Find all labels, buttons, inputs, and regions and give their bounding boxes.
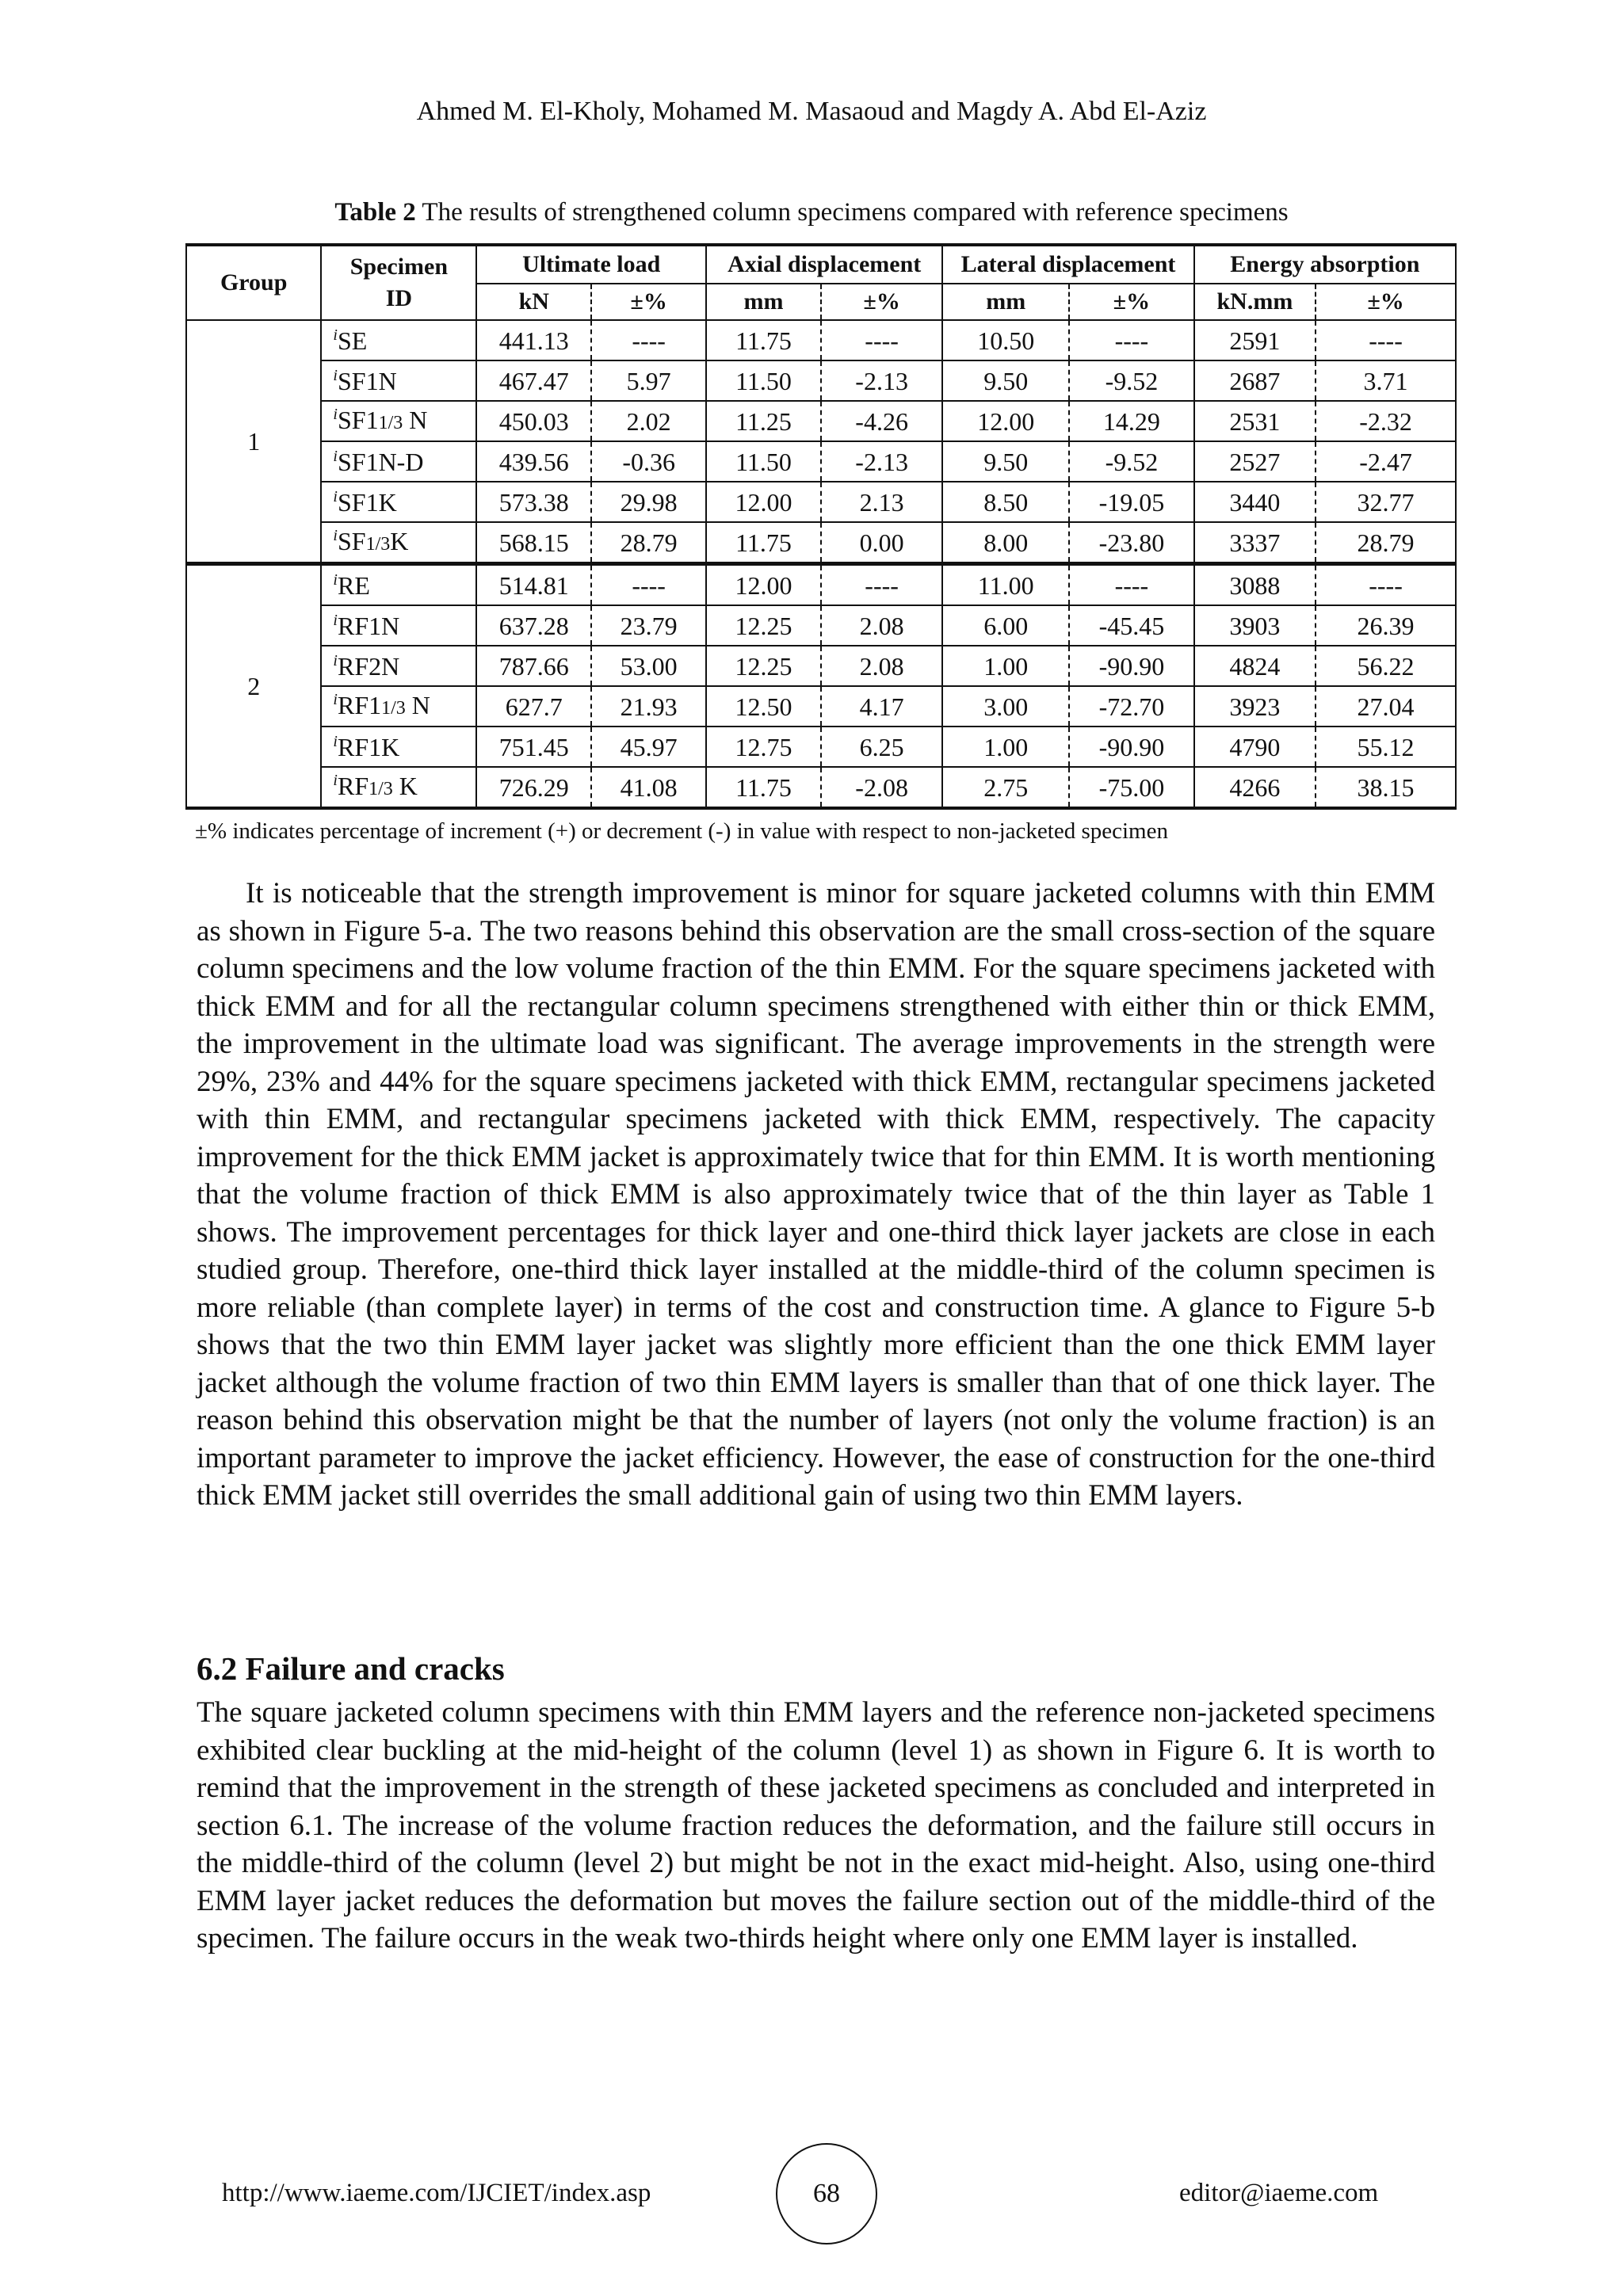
table-cell: -72.70 [1069, 686, 1194, 727]
table-cell: 45.97 [591, 727, 706, 767]
table-row [186, 441, 1456, 482]
table-cell: 627.7 [476, 686, 591, 727]
table-cell: 4824 [1194, 646, 1316, 686]
table-cell: 28.79 [591, 522, 706, 564]
table-cell: 4790 [1194, 727, 1316, 767]
table-cell: 32.77 [1316, 482, 1456, 522]
table-cell: 38.15 [1316, 767, 1456, 808]
table-cell: 726.29 [476, 767, 591, 808]
table-cell: 2.08 [821, 646, 942, 686]
table-cell: 11.50 [706, 441, 821, 482]
table-cell: 12.00 [942, 401, 1069, 441]
table-cell: 3.00 [942, 686, 1069, 727]
table-cell: -75.00 [1069, 767, 1194, 808]
table-cell: ---- [1069, 564, 1194, 606]
table-note: ±% indicates percentage of increment (+) or decrement (-) in value with respect to non-jacketed specimen [195, 818, 1168, 844]
table-cell: 12.50 [706, 686, 821, 727]
table-cell: -90.90 [1069, 646, 1194, 686]
table-cell: 23.79 [591, 605, 706, 646]
table-cell: 12.00 [706, 564, 821, 606]
specimen-id: $^i$SF1N [321, 360, 476, 401]
specimen-id: $^i$SE [321, 320, 476, 360]
table-cell: 2687 [1194, 360, 1316, 401]
table-cell: ---- [1316, 564, 1456, 606]
table-row [186, 686, 1456, 727]
table-cell: 11.00 [942, 564, 1069, 606]
table-cell: 27.04 [1316, 686, 1456, 727]
header-energy-absorption: Energy absorption [1194, 245, 1456, 284]
table-row [186, 401, 1456, 441]
table-cell: 12.25 [706, 646, 821, 686]
table-row [186, 482, 1456, 522]
table-cell: -2.32 [1316, 401, 1456, 441]
table-row [186, 320, 1456, 360]
table-cell: -90.90 [1069, 727, 1194, 767]
table-cell: 5.97 [591, 360, 706, 401]
table-cell: ---- [591, 320, 706, 360]
specimen-id: $^i$SF1K [321, 482, 476, 522]
table-cell: 450.03 [476, 401, 591, 441]
table-cell: -19.05 [1069, 482, 1194, 522]
table-cell: 751.45 [476, 727, 591, 767]
table-cell: 8.50 [942, 482, 1069, 522]
table-cell: -23.80 [1069, 522, 1194, 564]
table-cell: -2.13 [821, 360, 942, 401]
table-cell: 3.71 [1316, 360, 1456, 401]
table-cell: 12.25 [706, 605, 821, 646]
table-cell: 2.02 [591, 401, 706, 441]
table-cell: 11.50 [706, 360, 821, 401]
unit-header: mm [942, 284, 1069, 320]
paragraph-failure-cracks: The square jacketed column specimens with thin EMM layers and the reference non-jacketed specimens exhibited clear buckling at the mid-height of the column (level 1) as shown in Figure 6. It is worth to remind that the improvement in the strength of these jacketed specimens as concluded and interpreted in section 6.1. The increase of the volume fraction reduces the deformation, and the failure still occurs in the middle-third of the column (level 2) but might be not in the exact mid-height. Also, using one-third EMM layer jacket reduces the deformation but moves the failure section out of the middle-third of the specimen. The failure occurs in the weak two-thirds height where only one EMM layer is installed. [197, 1696, 1435, 1955]
table-cell: ---- [821, 320, 942, 360]
specimen-id: $^i$RE [321, 564, 476, 606]
table-row [186, 522, 1456, 564]
table-caption-text: The results of strengthened column specimens compared with reference specimens [415, 198, 1289, 227]
table-cell: 637.28 [476, 605, 591, 646]
unit-header: mm [706, 284, 821, 320]
table-cell: -9.52 [1069, 360, 1194, 401]
table-cell: 2531 [1194, 401, 1316, 441]
table-cell: 0.00 [821, 522, 942, 564]
table-cell: 6.25 [821, 727, 942, 767]
table-cell: 441.13 [476, 320, 591, 360]
specimen-id: $^i$RF11/3 N [321, 686, 476, 727]
table-cell: 14.29 [1069, 401, 1194, 441]
table-cell: -2.13 [821, 441, 942, 482]
table-cell: 2.75 [942, 767, 1069, 808]
specimen-id: $^i$SF1N-D [321, 441, 476, 482]
section-heading: 6.2 Failure and cracks [197, 1650, 505, 1687]
footer-url: http://www.iaeme.com/IJCIET/index.asp [222, 2179, 651, 2207]
unit-header: ±% [1069, 284, 1194, 320]
table-cell: 3903 [1194, 605, 1316, 646]
group-label: 2 [186, 564, 321, 809]
table-cell: 53.00 [591, 646, 706, 686]
page-number: 68 [776, 2143, 877, 2245]
table-cell: 10.50 [942, 320, 1069, 360]
header-specimen-id: Specimen ID [321, 245, 476, 320]
table-cell: -4.26 [821, 401, 942, 441]
specimen-id: $^i$RF1K [321, 727, 476, 767]
table-row [186, 767, 1456, 808]
table-cell: 573.38 [476, 482, 591, 522]
table-row [186, 605, 1456, 646]
table-cell: 12.00 [706, 482, 821, 522]
unit-header: kN [476, 284, 591, 320]
table-cell: 2591 [1194, 320, 1316, 360]
results-table [185, 243, 1457, 810]
table-cell: ---- [1316, 320, 1456, 360]
table-cell: ---- [591, 564, 706, 606]
table-cell: 3923 [1194, 686, 1316, 727]
table-cell: 4.17 [821, 686, 942, 727]
header-ultimate-load: Ultimate load [476, 245, 706, 284]
table-cell: 9.50 [942, 360, 1069, 401]
specimen-id: $^i$RF1/3 K [321, 767, 476, 808]
paragraph-strength-improvement: It is noticeable that the strength improvement is minor for square jacketed columns with thin EMM as shown in Figure 5-a. The two reasons behind this observation are the small cross-section of the square column specimens and the low volume fraction of the thin EMM. For the square specimens jacketed with thick EMM and for all the rectangular column specimens strengthened with either thin or thick EMM, the improvement in the ultimate load was significant. The average improvements in the strength were 29%, 23% and 44% for the square specimens jacketed with thick EMM, rectangular specimens jacketed with thin EMM, and rectangular specimens jacketed with thick EMM, respectively. The capacity improvement for the thick EMM jacket is approximately twice that for thin EMM. It is worth mentioning that the volume fraction of thick EMM is also approximately twice that of the thin layer as Table 1 shows. The improvement percentages for thick layer and one-third thick layer jackets are close in each studied group. Therefore, one-third thick layer installed at the middle-third of the column specimen is more reliable (than complete layer) in terms of the cost and construction time. A glance to Figure 5-b shows that the two thin EMM layer jacket was slightly more efficient than the one thick EMM layer jacket although the volume fraction of two thin EMM layers is smaller than that of one thick layer. The reason behind this observation might be that the number of layers (not only the volume fraction) is an important parameter to improve the jacket efficiency. However, the ease of construction for the one-third thick EMM jacket still overrides the small additional gain of using two thin EMM layers. [197, 877, 1435, 1512]
table-cell: -2.08 [821, 767, 942, 808]
table-cell: 2.13 [821, 482, 942, 522]
table-cell: 11.25 [706, 401, 821, 441]
header-lateral-displacement: Lateral displacement [942, 245, 1193, 284]
table-cell: 56.22 [1316, 646, 1456, 686]
table-caption [0, 198, 1623, 227]
unit-header: kN.mm [1194, 284, 1316, 320]
table-cell: 55.12 [1316, 727, 1456, 767]
table-cell: -0.36 [591, 441, 706, 482]
table-cell: 4266 [1194, 767, 1316, 808]
table-cell: 3337 [1194, 522, 1316, 564]
table-cell: 26.39 [1316, 605, 1456, 646]
table-cell: ---- [821, 564, 942, 606]
table-cell: 2527 [1194, 441, 1316, 482]
unit-header: ±% [1316, 284, 1456, 320]
table-cell: 1.00 [942, 727, 1069, 767]
page-header-authors: Ahmed M. El-Kholy, Mohamed M. Masaoud and Magdy A. Abd El-Aziz [416, 97, 1207, 126]
table-cell: 514.81 [476, 564, 591, 606]
table-cell: 28.79 [1316, 522, 1456, 564]
table-cell: 1.00 [942, 646, 1069, 686]
table-row [186, 646, 1456, 686]
footer-email: editor@iaeme.com [1179, 2179, 1379, 2207]
specimen-id: $^i$RF1N [321, 605, 476, 646]
table-cell: 8.00 [942, 522, 1069, 564]
table-cell: 11.75 [706, 320, 821, 360]
table-cell: ---- [1069, 320, 1194, 360]
specimen-id: $^i$SF11/3 N [321, 401, 476, 441]
table-row [186, 727, 1456, 767]
specimen-id: $^i$RF2N [321, 646, 476, 686]
unit-header: ±% [821, 284, 942, 320]
table-cell: 3440 [1194, 482, 1316, 522]
table-row [186, 564, 1456, 606]
table-cell: 41.08 [591, 767, 706, 808]
table-cell: 3088 [1194, 564, 1316, 606]
table-cell: 21.93 [591, 686, 706, 727]
specimen-id: $^i$SF1/3K [321, 522, 476, 564]
table-cell: -9.52 [1069, 441, 1194, 482]
table-cell: 787.66 [476, 646, 591, 686]
table-cell: 11.75 [706, 767, 821, 808]
table-cell: -45.45 [1069, 605, 1194, 646]
header-group: Group [186, 245, 321, 320]
header-axial-displacement: Axial displacement [706, 245, 942, 284]
table-cell: 439.56 [476, 441, 591, 482]
table-cell: 12.75 [706, 727, 821, 767]
group-label: 1 [186, 320, 321, 564]
table-cell: 29.98 [591, 482, 706, 522]
table-cell: 568.15 [476, 522, 591, 564]
table-cell: 9.50 [942, 441, 1069, 482]
table-cell: 11.75 [706, 522, 821, 564]
unit-header: ±% [591, 284, 706, 320]
table-body [186, 320, 1456, 808]
table-row [186, 360, 1456, 401]
table-cell: 467.47 [476, 360, 591, 401]
table-caption-label: Table 2 [334, 198, 416, 227]
table-cell: 2.08 [821, 605, 942, 646]
table-cell: -2.47 [1316, 441, 1456, 482]
table-cell: 6.00 [942, 605, 1069, 646]
